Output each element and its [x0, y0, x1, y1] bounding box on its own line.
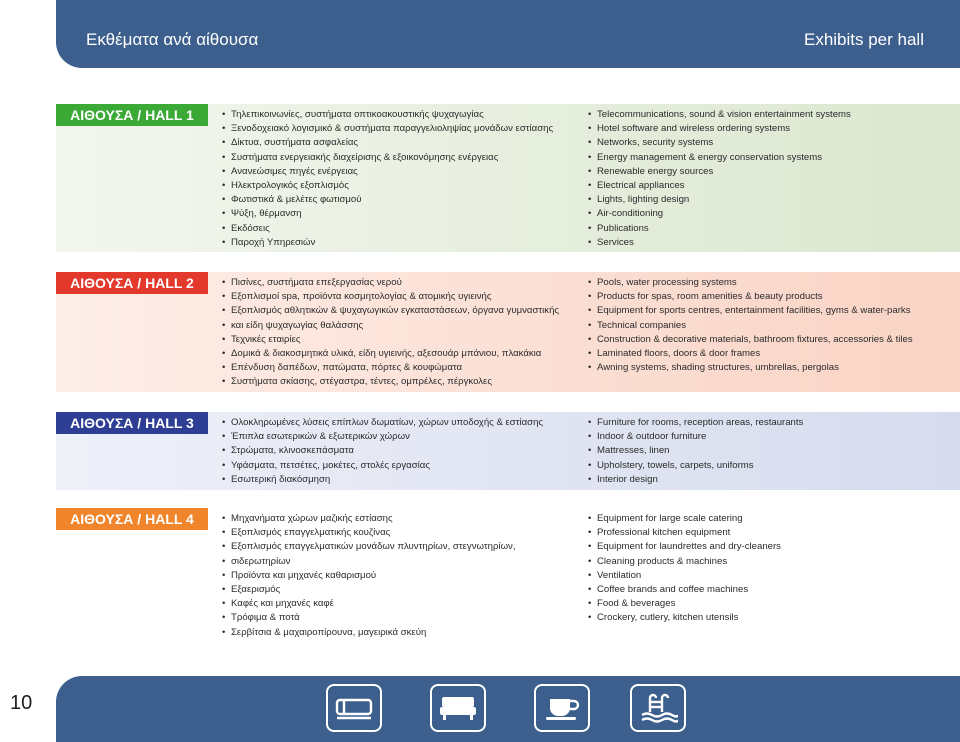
list-item: • Τηλεπικοινωνίες, συστήματα οπτικοακουστικής ψυχαγωγίας: [222, 108, 553, 122]
list-item: • Ventilation: [588, 569, 781, 583]
list-item: • Laminated floors, doors & door frames: [588, 347, 913, 361]
list-item: • Crockery, cutlery, kitchen utensils: [588, 611, 781, 625]
bed-icon: [326, 684, 382, 732]
list-item: • Παροχή Υπηρεσιών: [222, 236, 553, 250]
list-item: • Στρώματα, κλινοσκεπάσματα: [222, 444, 543, 458]
list-item: • Hotel software and wireless ordering systems: [588, 122, 851, 136]
list-item: • Μηχανήματα χώρων μαζικής εστίασης: [222, 512, 516, 526]
hall-3-list-greek: [222, 416, 543, 487]
hall-2-section: [56, 272, 960, 392]
list-item: • Ψύξη, θέρμανση: [222, 207, 553, 221]
list-item: • Έπιπλα εσωτερικών & εξωτερικών χώρων: [222, 430, 543, 444]
list-item: • Ανανεώσιμες πηγές ενέργειας: [222, 165, 553, 179]
list-item: • Επένδυση δαπέδων, πατώματα, πόρτες & κουφώματα: [222, 361, 559, 375]
page-number: 10: [10, 692, 33, 714]
hall-4-list-greek: [222, 512, 516, 640]
list-item: • και είδη ψυχαγωγίας θαλάσσης: [222, 319, 559, 333]
list-item: • Awning systems, shading structures, umbrellas, pergolas: [588, 361, 913, 375]
list-item: • Renewable energy sources: [588, 165, 851, 179]
page-header: [56, 0, 960, 68]
hall-3-list-english: [588, 416, 803, 487]
list-item: • Indoor & outdoor furniture: [588, 430, 803, 444]
list-item: • Εξοπλισμός αθλητικών & ψυχαγωγικών εγκαταστάσεων, όργανα γυμναστικής: [222, 304, 559, 318]
pool-ladder-icon: [630, 684, 686, 732]
list-item: • Equipment for laundrettes and dry-cleaners: [588, 540, 781, 554]
list-item: • Products for spas, room amenities & beauty products: [588, 290, 913, 304]
list-item: • Υφάσματα, πετσέτες, μοκέτες, στολές εργασίας: [222, 459, 543, 473]
list-item: • Συστήματα ενεργειακής διαχείρισης & εξοικονόμησης ενέργειας: [222, 151, 553, 165]
list-item: • Εξαερισμός: [222, 583, 516, 597]
list-item: • Telecommunications, sound & vision entertainment systems: [588, 108, 851, 122]
list-item: • Σερβίτσια & μαχαιροπίρουνα, μαγειρικά σκεύη: [222, 626, 516, 640]
hall-1-list-english: [588, 108, 851, 250]
hall-1-label: ΑΙΘΟΥΣΑ / HALL 1: [56, 104, 208, 126]
list-item: • Τεχνικές εταιρίες: [222, 333, 559, 347]
hall-4-section: [56, 508, 960, 640]
list-item: • Ξενοδοχειακό λογισμικό & συστήματα παραγγελιοληψίας μονάδων εστίασης: [222, 122, 553, 136]
list-item: • Networks, security systems: [588, 136, 851, 150]
hall-3-section: [56, 412, 960, 490]
page-footer: [56, 676, 960, 742]
list-item: • Εκδόσεις: [222, 222, 553, 236]
sofa-icon: [430, 684, 486, 732]
list-item: • Equipment for sports centres, entertainment facilities, gyms & water-parks: [588, 304, 913, 318]
list-item: • Professional kitchen equipment: [588, 526, 781, 540]
list-item: • Εξοπλισμός επαγγελματικής κουζίνας: [222, 526, 516, 540]
list-item: • Interior design: [588, 473, 803, 487]
list-item: • Lights, lighting design: [588, 193, 851, 207]
title-english: Exhibits per hall: [803, 30, 924, 49]
list-item: • Construction & decorative materials, bathroom fixtures, accessories & tiles: [588, 333, 913, 347]
list-item: • σιδερωτηρίων: [222, 555, 516, 569]
list-item: • Εξοπλισμός επαγγελματικών μονάδων πλυντηρίων, στεγνωτηρίων,: [222, 540, 516, 554]
list-item: • Συστήματα σκίασης, στέγαστρα, τέντες, ομπρέλες, πέργκολες: [222, 375, 559, 389]
hall-2-list-greek: [222, 276, 559, 390]
list-item: • Καφές και μηχανές καφέ: [222, 597, 516, 611]
list-item: • Πισίνες, συστήματα επεξεργασίας νερού: [222, 276, 559, 290]
list-item: • Services: [588, 236, 851, 250]
hall-2-label: ΑΙΘΟΥΣΑ / HALL 2: [56, 272, 208, 294]
list-item: • Δίκτυα, συστήματα ασφαλείας: [222, 136, 553, 150]
list-item: • Φωτιστικά & μελέτες φωτισμού: [222, 193, 553, 207]
list-item: • Air-conditioning: [588, 207, 851, 221]
list-item: • Publications: [588, 222, 851, 236]
list-item: • Food & beverages: [588, 597, 781, 611]
list-item: • Δομικά & διακοσμητικά υλικά, είδη υγιεινής, αξεσουάρ μπάνιου, πλακάκια: [222, 347, 559, 361]
list-item: • Energy management & energy conservation systems: [588, 151, 851, 165]
hall-4-list-english: [588, 512, 781, 626]
list-item: • Εξοπλισμοί spa, προϊόντα κοσμητολογίας & ατομικής υγιεινής: [222, 290, 559, 304]
hall-1-section: [56, 104, 960, 252]
list-item: • Ολοκληρωμένες λύσεις επίπλων δωματίων, χώρων υποδοχής & εστίασης: [222, 416, 543, 430]
list-item: • Ηλεκτρολογικός εξοπλισμός: [222, 179, 553, 193]
hall-4-label: ΑΙΘΟΥΣΑ / HALL 4: [56, 508, 208, 530]
list-item: • Προϊόντα και μηχανές καθαρισμού: [222, 569, 516, 583]
list-item: • Furniture for rooms, reception areas, restaurants: [588, 416, 803, 430]
list-item: • Mattresses, linen: [588, 444, 803, 458]
list-item: • Τρόφιμα & ποτά: [222, 611, 516, 625]
list-item: • Pools, water processing systems: [588, 276, 913, 290]
hall-1-list-greek: [222, 108, 553, 250]
title-greek: Εκθέματα ανά αίθουσα: [86, 30, 259, 49]
list-item: • Equipment for large scale catering: [588, 512, 781, 526]
list-item: • Electrical appliances: [588, 179, 851, 193]
list-item: • Cleaning products & machines: [588, 555, 781, 569]
hall-3-label: ΑΙΘΟΥΣΑ / HALL 3: [56, 412, 208, 434]
hall-2-list-english: [588, 276, 913, 375]
list-item: • Εσωτερική διακόσμηση: [222, 473, 543, 487]
list-item: • Upholstery, towels, carpets, uniforms: [588, 459, 803, 473]
list-item: • Technical companies: [588, 319, 913, 333]
list-item: • Coffee brands and coffee machines: [588, 583, 781, 597]
coffee-cup-icon: [534, 684, 590, 732]
